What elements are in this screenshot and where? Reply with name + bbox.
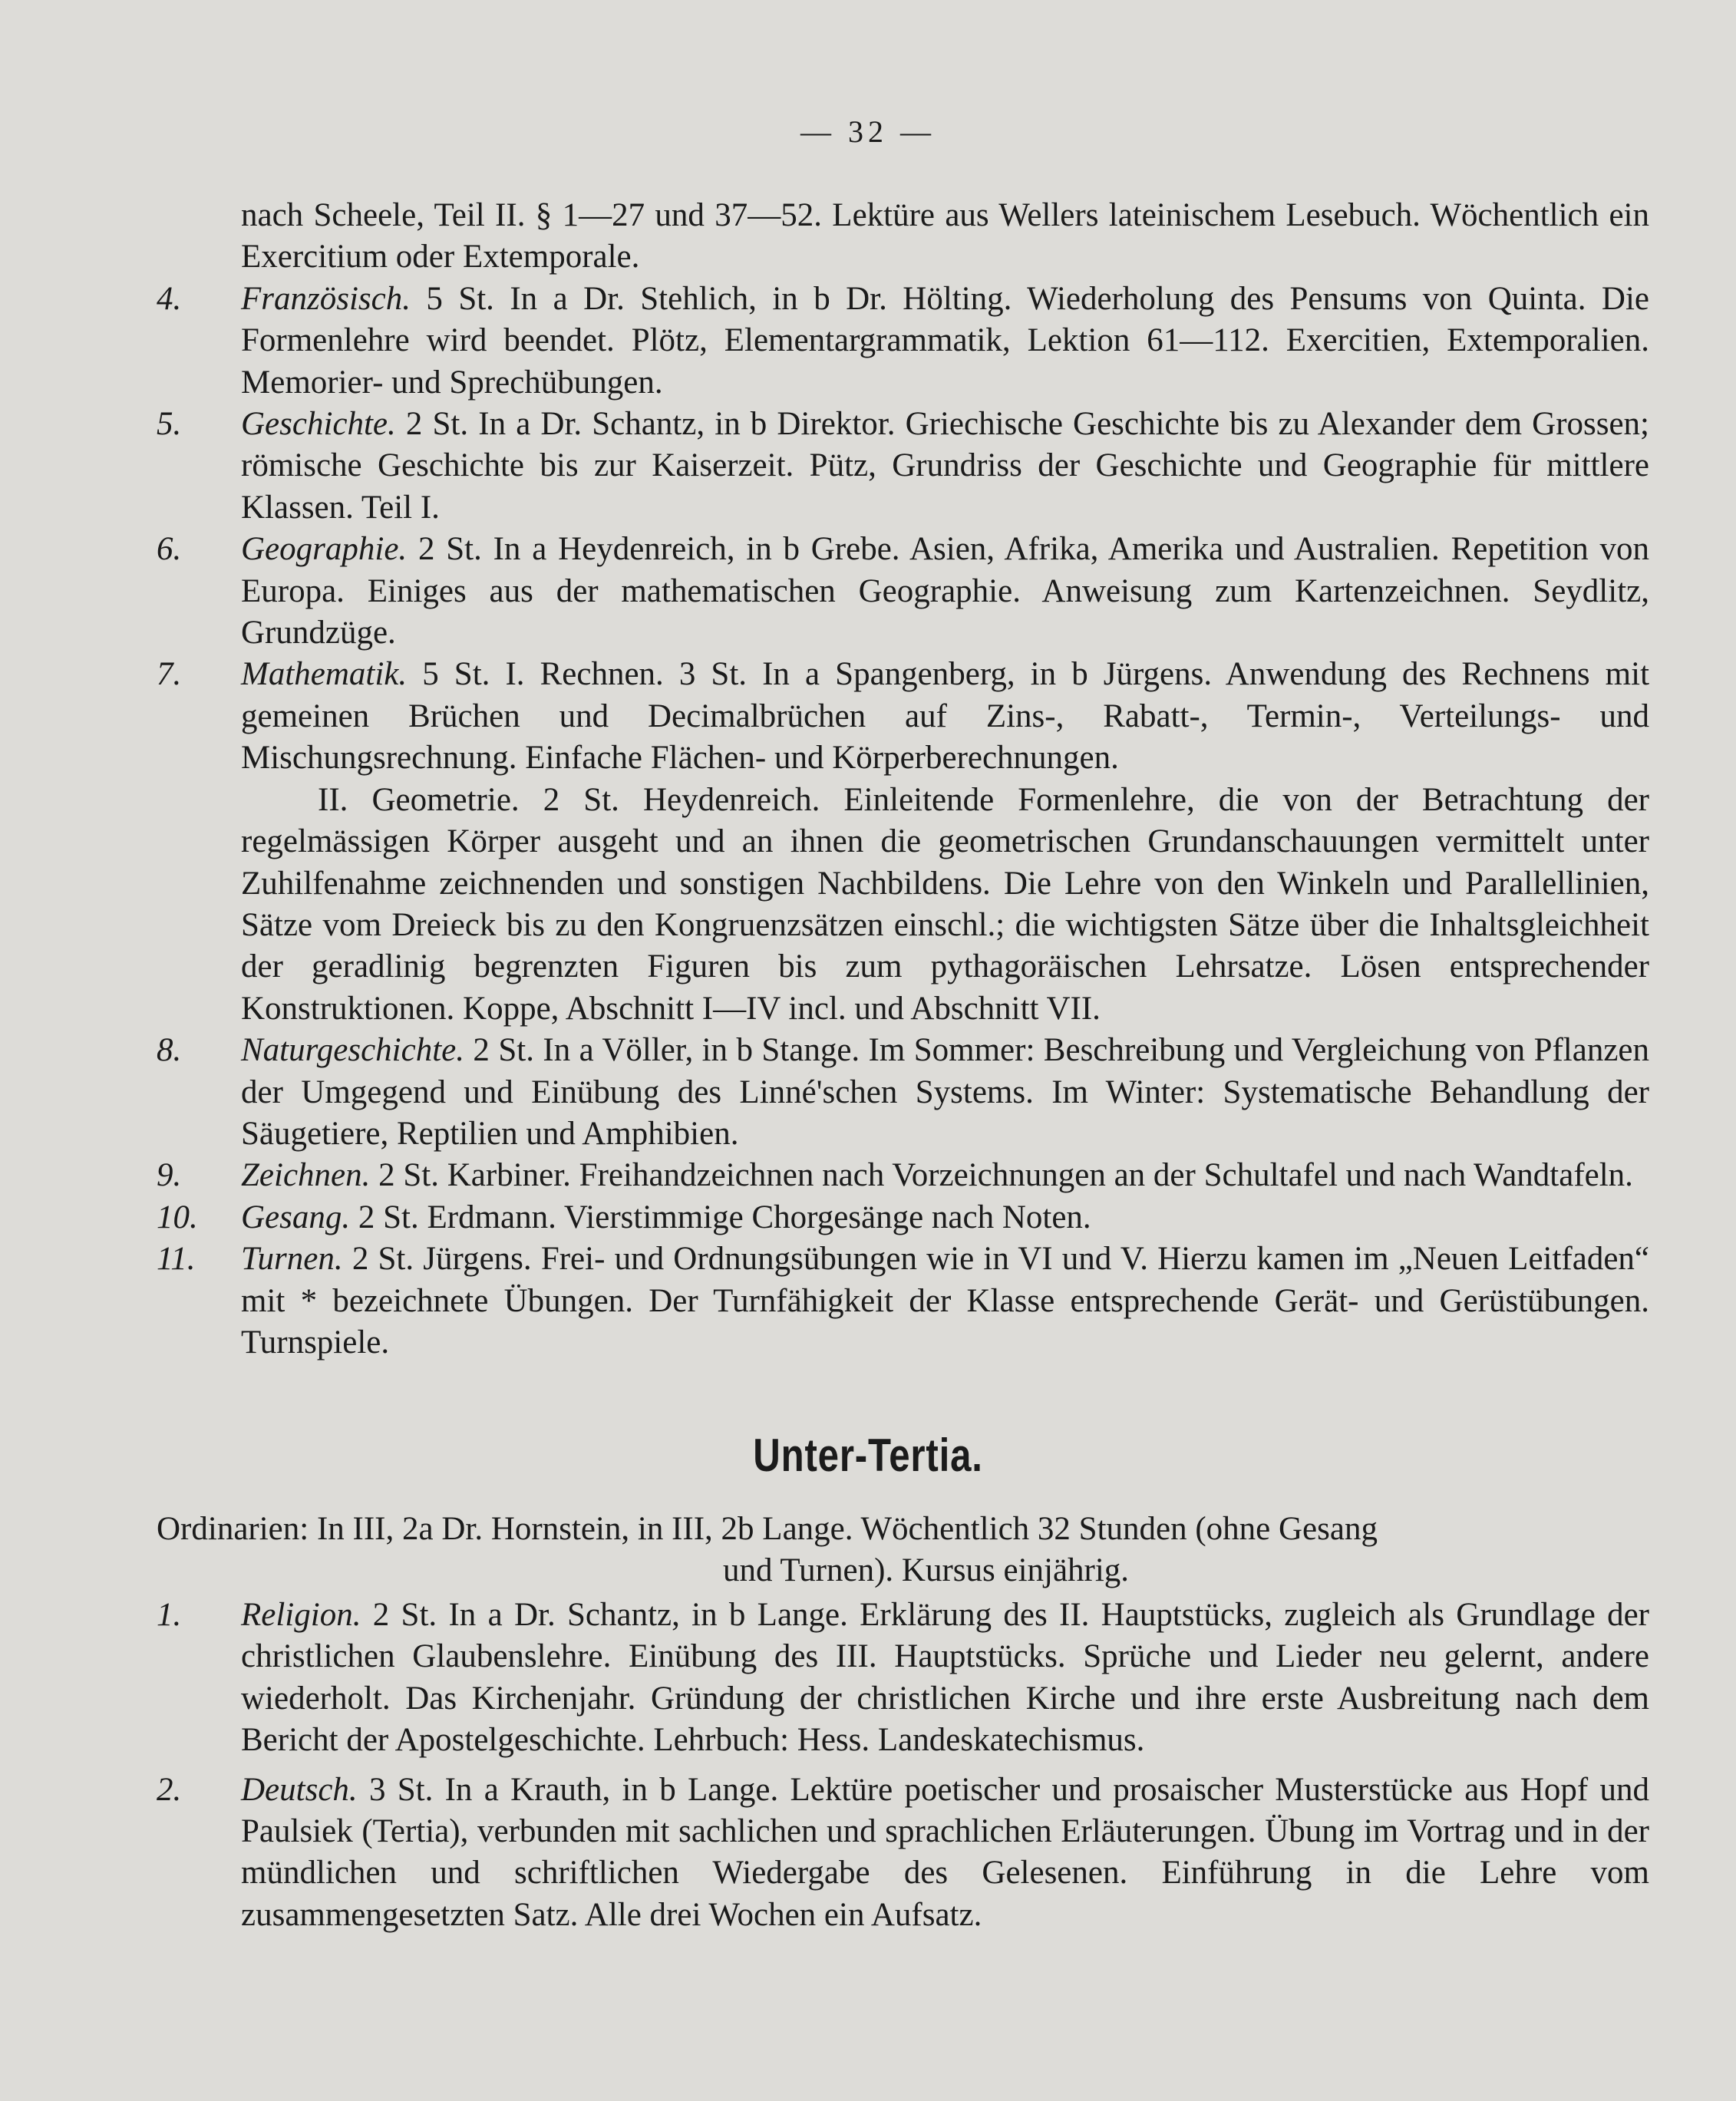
hours: 2 St. bbox=[378, 1157, 439, 1194]
subject-name: Deutsch. bbox=[241, 1771, 358, 1808]
item-body: Jürgens. Frei- und Ordnungsübungen wie in VI und V. Hierzu kamen im „Neuen Leitfaden“ mit * bezeichnete Übungen. Der Turnfähigkeit der Klasse entsprechende Gerät- und Gerüstübungen. Turnspiele. bbox=[241, 1241, 1649, 1361]
item-zeichnen bbox=[157, 1155, 1649, 1196]
ordinarien-line-1: Ordinarien: In III, 2a Dr. Hornstein, in III, 2b Lange. Wöchentlich 32 Stunden (ohne Gesang bbox=[157, 1511, 1378, 1547]
item-body: In a Dr. Stehlich, in b Dr. Hölting. Wiederholung des Pensums von Quinta. Die Formenlehre wird beendet. Plötz, Elementargrammatik, Lektion 61—112. Exercitien, Extemporalien. Memorier- und Sprechübungen. bbox=[241, 280, 1649, 401]
item-body: In a Völler, in b Stange. Im Sommer: Beschreibung und Vergleichung von Pflanzen der Umgegend und Einübung des Linné'schen Systems. Im Winter: Systematische Behandlung der Säugetiere, Reptilien und Amphibien. bbox=[241, 1032, 1650, 1152]
item-number: 11. bbox=[157, 1241, 196, 1278]
section-quarta-continued bbox=[157, 195, 1649, 1364]
item-number: 4. bbox=[157, 280, 182, 317]
subject-name: Geschichte. bbox=[241, 406, 396, 443]
item-number: 10. bbox=[157, 1199, 198, 1235]
item-latin-continued bbox=[157, 195, 1649, 279]
item-body: In a Heydenreich, in b Grebe. Asien, Afrika, Amerika und Australien. Repetition von Europa. Einiges aus der mathematischen Geographie. Anweisung zum Kartenzeichnen. Seydlitz, Grundzüge. bbox=[241, 531, 1649, 651]
section-heading-unter-tertia: Unter-Tertia. bbox=[753, 1430, 983, 1481]
hours: 2 St. bbox=[417, 531, 482, 568]
item-number: 2. bbox=[157, 1771, 182, 1808]
subject-name: Gesang. bbox=[241, 1199, 351, 1235]
item-naturgeschichte bbox=[157, 1030, 1649, 1155]
subject-name: Turnen. bbox=[241, 1241, 343, 1278]
item-geschichte bbox=[157, 404, 1649, 529]
section-unter-tertia bbox=[157, 1595, 1649, 1936]
hours: 5 St. bbox=[422, 656, 490, 693]
item-number: 6. bbox=[157, 531, 182, 568]
item-turnen bbox=[157, 1239, 1649, 1364]
item-body: Karbiner. Freihandzeichnen nach Vorzeichnungen an der Schultafel und nach Wandtafeln. bbox=[447, 1157, 1633, 1194]
item-body: In a Dr. Schantz, in b Direktor. Griechische Geschichte bis zu Alexander dem Grossen; römische Geschichte bis zur Kaiserzeit. Pütz, Grundriss der Geschichte und Geographie für mittlere Klassen. Teil I. bbox=[241, 406, 1650, 526]
subject-name: Geographie. bbox=[241, 531, 408, 568]
item-body: I. Rechnen. 3 St. In a Spangenberg, in b Jürgens. Anwendung des Rechnens mit gemeinen Brüchen und Decimalbrüchen auf Zins-, Rabatt-, Termin-, Verteilungs- und Mischungsrechnung. Einfache Flächen- und Körperberechnungen. bbox=[241, 656, 1650, 777]
item-number: 8. bbox=[157, 1032, 182, 1069]
item-religion bbox=[157, 1595, 1649, 1762]
ordinarien-line-2: und Turnen). Kursus einjährig. bbox=[722, 1552, 1130, 1589]
item-gesang bbox=[157, 1197, 1649, 1239]
item-number: 5. bbox=[157, 406, 182, 443]
item-number: 9. bbox=[157, 1157, 182, 1194]
subject-name: Naturgeschichte. bbox=[241, 1032, 464, 1069]
hours: 2 St. bbox=[358, 1199, 419, 1235]
hours: 2 St. bbox=[351, 1241, 414, 1278]
item-body: In a Dr. Schantz, in b Lange. Erklärung des II. Hauptstücks, zugleich als Grundlage der christlichen Glaubenslehre. Einübung des III. Hauptstücks. Sprüche und Lieder neu gelernt, andere wiederholt. Das Kirchenjahr. Gründung der christlichen Kirche und ihre erste Ausbreitung nach dem Bericht der Apostelgeschichte. Lehrbuch: Hess. Landeskatechismus. bbox=[241, 1597, 1649, 1759]
item-body: In a Krauth, in b Lange. Lektüre poetischer und prosaischer Musterstücke aus Hopf und Paulsiek (Tertia), verbunden mit sachlichen und sprachlichen Erläuterungen. Übung im Vortrag und in der mündlichen und schriftlichen Wiedergabe des Gelesenen. Einführung in die Lehre vom zusammengesetzten Satz. Alle drei Wochen ein Aufsatz. bbox=[241, 1771, 1649, 1933]
hours: 3 St. bbox=[368, 1771, 434, 1808]
item-body: Erdmann. Vierstimmige Chorgesänge nach Noten. bbox=[427, 1199, 1091, 1235]
ordinarien-block bbox=[157, 1509, 1649, 1592]
hours: 5 St. bbox=[426, 280, 494, 317]
subject-name: Religion. bbox=[241, 1597, 361, 1633]
hours: 2 St. bbox=[372, 1597, 437, 1633]
item-geographie bbox=[157, 529, 1649, 654]
subject-name: Mathematik. bbox=[241, 656, 408, 693]
item-mathematik bbox=[157, 654, 1649, 1030]
paragraph-text: nach Scheele, Teil II. § 1—27 und 37—52. Lektüre aus Wellers lateinischem Lesebuch. Wöchentlich ein Exercitium oder Extemporale. bbox=[241, 197, 1649, 275]
hours: 2 St. bbox=[405, 406, 469, 443]
item-body-geometrie: II. Geometrie. 2 St. Heydenreich. Einleitende Formenlehre, die von der Betrachtung der regelmässigen Körper ausgeht und an ihnen die geometrischen Grundanschauungen vermittelt unter Zuhilfenahme zeichnenden und sonstigen Nachbildens. Die Lehre von den Winkeln und Parallellinien, Sätze vom Dreieck bis zu den Kongruenzsätzen einschl.; die wichtigsten Sätze über die Inhaltsgleichheit der geradlinig begrenzten Figuren bis zum pythagoräischen Lehrsatze. Lösen entsprechender Konstruktionen. Koppe, Abschnitt I—IV incl. und Abschnitt VII. bbox=[241, 781, 1649, 1027]
hours: 2 St. bbox=[473, 1032, 534, 1069]
item-franzoesisch bbox=[157, 279, 1649, 404]
item-number: 1. bbox=[157, 1597, 182, 1633]
item-number: 7. bbox=[157, 656, 182, 693]
subject-name: Zeichnen. bbox=[241, 1157, 371, 1194]
page-number: — 32 — bbox=[800, 114, 936, 149]
subject-name: Französisch. bbox=[241, 280, 411, 317]
item-deutsch bbox=[157, 1770, 1649, 1937]
